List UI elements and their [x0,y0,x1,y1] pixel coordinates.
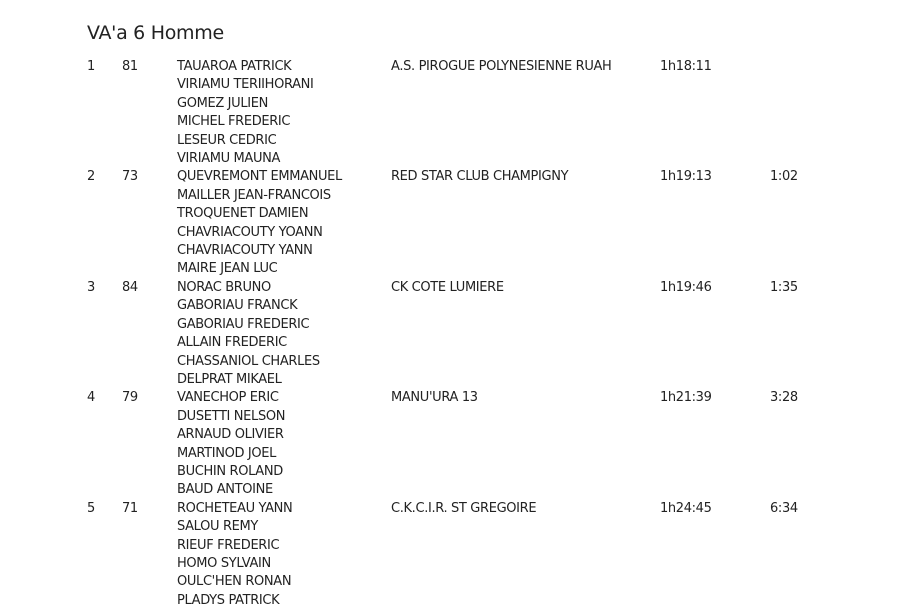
crew-member: MAIRE JEAN LUC [177,261,278,277]
result-entry-2 [0,168,900,278]
crew-member: MICHEL FREDERIC [177,114,291,130]
page-title: VA'a 6 Homme [87,22,224,44]
crew-member: QUEVREMONT EMMANUEL [177,169,342,185]
crew-member: RIEUF FREDERIC [177,537,280,553]
rank: 3 [87,279,95,295]
rank: 4 [87,390,95,406]
crew-member: TROQUENET DAMIEN [177,206,309,222]
bib-number: 71 [122,500,138,516]
crew-member: GABORIAU FREDERIC [177,316,310,332]
results-list [0,58,900,610]
finish-time: 1h21:39 [660,390,712,406]
rank: 5 [87,500,95,516]
crew-member: ROCHETEAU YANN [177,500,293,516]
crew-member: DUSETTI NELSON [177,408,286,424]
crew-member: LESEUR CEDRIC [177,132,277,148]
rank: 2 [87,169,95,185]
crew-member: CHASSANIOL CHARLES [177,353,320,369]
club-name: MANU'URA 13 [391,390,478,406]
time-gap: 3:28 [770,390,798,406]
finish-time: 1h18:11 [660,59,712,74]
bib-number: 84 [122,279,138,295]
bib-number: 73 [122,169,138,185]
crew-member: ARNAUD OLIVIER [177,427,284,443]
finish-time: 1h24:45 [660,500,712,516]
finish-time: 1h19:13 [660,169,712,185]
crew-member: VANECHOP ERIC [177,390,279,406]
crew-member: CHAVRIACOUTY YANN [177,243,313,259]
crew-member: NORAC BRUNO [177,279,271,295]
time-gap: 1:35 [770,279,798,295]
crew-member: DELPRAT MIKAEL [177,371,282,387]
crew-member: PLADYS PATRICK [177,592,280,608]
result-entry-1 [0,58,900,168]
crew-member: MAILLER JEAN-FRANCOIS [177,187,331,203]
crew-member: BAUD ANTOINE [177,482,273,498]
crew-member: GABORIAU FRANCK [177,298,298,314]
rank: 1 [87,59,95,74]
crew-member: VIRIAMU MAUNA [177,151,281,167]
crew-member: TAUAROA PATRICK [177,59,292,74]
bib-number: 81 [122,59,138,74]
time-gap: 6:34 [770,500,798,516]
crew-member: BUCHIN ROLAND [177,463,283,479]
crew-member: HOMO SYLVAIN [177,555,271,571]
result-entry-5 [0,500,900,610]
crew-member: VIRIAMU TERIIHORANI [177,77,314,93]
crew-member: SALOU REMY [177,519,258,535]
crew-member: ALLAIN FREDERIC [177,335,287,351]
time-gap: 1:02 [770,169,798,185]
crew-member: GOMEZ JULIEN [177,95,268,111]
result-entry-3 [0,279,900,389]
crew-member: OULC'HEN RONAN [177,574,292,590]
bib-number: 79 [122,390,138,406]
crew-member: MARTINOD JOEL [177,445,277,461]
club-name: RED STAR CLUB CHAMPIGNY [391,169,569,185]
crew-member: CHAVRIACOUTY YOANN [177,224,323,240]
club-name: C.K.C.I.R. ST GREGOIRE [391,500,537,516]
finish-time: 1h19:46 [660,279,712,295]
club-name: A.S. PIROGUE POLYNESIENNE RUAH [391,59,612,74]
club-name: CK COTE LUMIERE [391,279,504,295]
result-entry-4 [0,389,900,499]
